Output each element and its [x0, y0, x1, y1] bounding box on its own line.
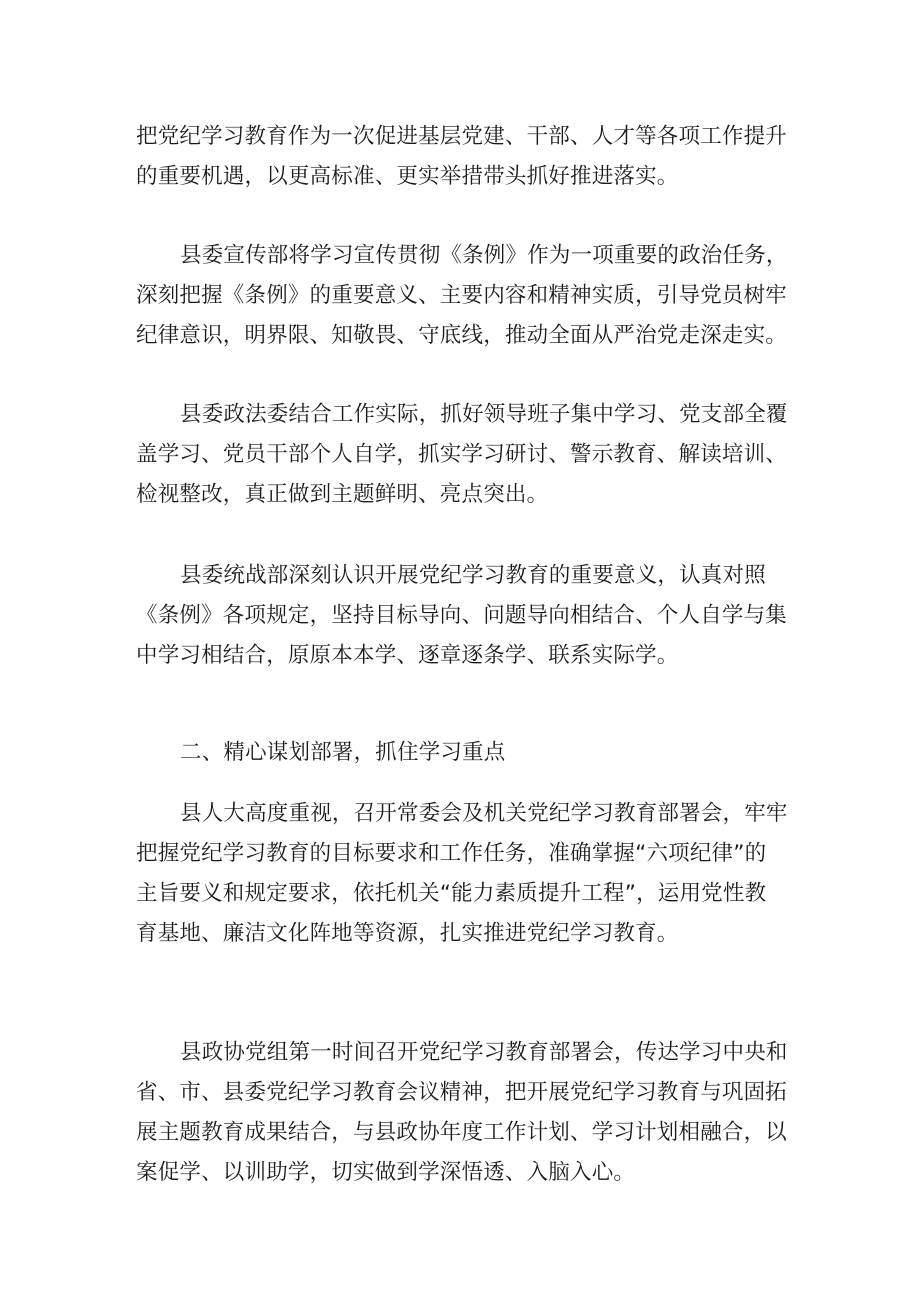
- paragraph-line: 把党纪学习教育作为一次促进基层党建、干部、人才等各项工作提升: [136, 124, 788, 149]
- paragraph-line: 盖学习、党员干部个人自学，抓实学习研讨、警示教育、解读培训、: [136, 442, 788, 467]
- paragraph-1: [136, 117, 796, 197]
- section-heading: [136, 733, 796, 773]
- paragraph-line: 育基地、廉洁文化阵地等资源，扎实推进党纪学习教育。: [136, 921, 679, 946]
- paragraph-4: [136, 556, 796, 676]
- paragraph-line: 的重要机遇，以更高标准、更实举措带头抓好推进落实。: [136, 164, 679, 189]
- paragraph-line: 把握党纪学习教育的目标要求和工作任务，准确掌握“六项纪律”的: [136, 841, 767, 866]
- paragraph-line: 深刻把握《条例》的重要意义、主要内容和精神实质，引导党员树牢: [136, 283, 788, 308]
- paragraph-line: 纪律意识，明界限、知敬畏、守底线，推动全面从严治党走深走实。: [136, 323, 788, 348]
- paragraph-line: 县委政法委结合工作实际，抓好领导班子集中学习、党支部全覆: [180, 402, 788, 427]
- paragraph-5: [136, 794, 796, 954]
- paragraph-line: 中学习相结合，原原本本学、逐章逐条学、联系实际学。: [136, 643, 679, 668]
- paragraph-line: 县人大高度重视，召开常委会及机关党纪学习教育部署会，牢牢: [180, 801, 788, 826]
- paragraph-3: [136, 395, 796, 515]
- section-heading-text: 二、精心谋划部署，抓住学习重点: [180, 740, 506, 765]
- paragraph-line: 案促学、以训助学，切实做到学深悟透、入脑入心。: [136, 1160, 636, 1185]
- paragraph-line: 县委宣传部将学习宣传贯彻《条例》作为一项重要的政治任务，: [180, 243, 788, 268]
- paragraph-line: 县委统战部深刻认识开展党纪学习教育的重要意义，认真对照: [180, 563, 766, 588]
- paragraph-2: [136, 236, 796, 356]
- paragraph-line: 展主题教育成果结合，与县政协年度工作计划、学习计划相融合，以: [136, 1120, 788, 1145]
- paragraph-6: [136, 1033, 796, 1193]
- paragraph-line: 检视整改，真正做到主题鲜明、亮点突出。: [136, 482, 549, 507]
- paragraph-line: 县政协党组第一时间召开党纪学习教育部署会，传达学习中央和: [180, 1040, 788, 1065]
- paragraph-line: 省、市、县委党纪学习教育会议精神，把开展党纪学习教育与巩固拓: [136, 1080, 788, 1105]
- paragraph-line: 主旨要义和规定要求，依托机关“能力素质提升工程”，运用党性教: [136, 881, 767, 906]
- paragraph-line: 《条例》各项规定，坚持目标导向、问题导向相结合、个人自学与集: [136, 603, 788, 628]
